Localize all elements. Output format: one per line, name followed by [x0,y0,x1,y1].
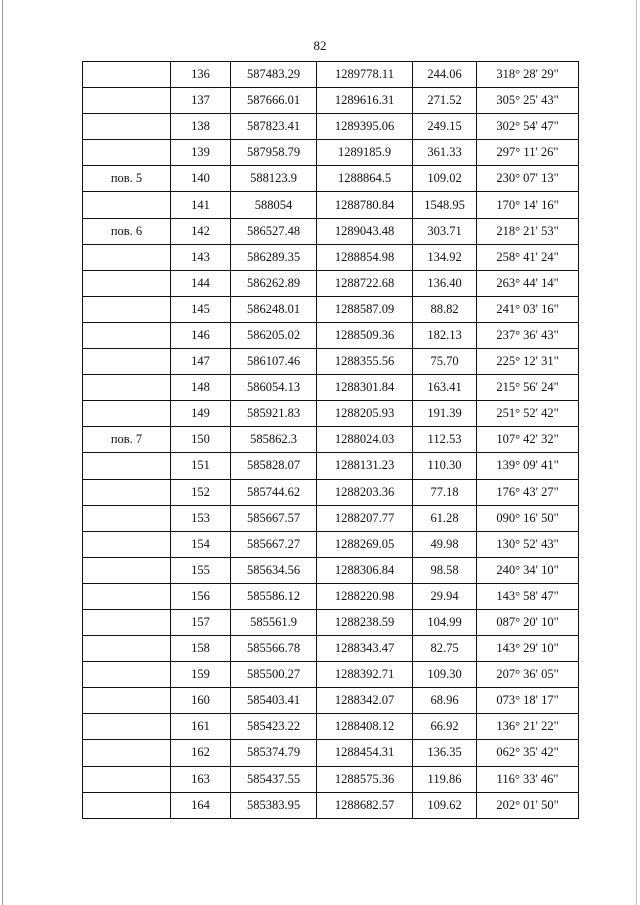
table-row [83,401,579,427]
x-coordinate-cell: 585500.27 [231,662,317,688]
x-coordinate-cell: 586262.89 [231,270,317,296]
x-coordinate-cell: 585828.07 [231,453,317,479]
x-coordinate-cell: 588054 [231,192,317,218]
x-coordinate-cell: 585586.12 [231,583,317,609]
point-number-cell: 152 [171,479,231,505]
direction-angle-cell: 258° 41' 24" [477,244,579,270]
y-coordinate-cell: 1288355.56 [317,349,413,375]
y-coordinate-cell: 1288780.84 [317,192,413,218]
y-coordinate-cell: 1288682.57 [317,792,413,818]
turn-label-cell [83,140,171,166]
direction-angle-cell: 087° 20' 10" [477,609,579,635]
turn-label-cell: пов. 5 [83,166,171,192]
y-coordinate-cell: 1288220.98 [317,583,413,609]
x-coordinate-cell: 585744.62 [231,479,317,505]
direction-angle-cell: 116° 33' 46" [477,766,579,792]
segment-length-cell: 182.13 [413,322,477,348]
direction-angle-cell: 318° 28' 29" [477,62,579,88]
table-row [83,192,579,218]
segment-length-cell: 361.33 [413,140,477,166]
x-coordinate-cell: 585921.83 [231,401,317,427]
point-number-cell: 156 [171,583,231,609]
turn-label-cell [83,636,171,662]
x-coordinate-cell: 588123.9 [231,166,317,192]
turn-label-cell [83,531,171,557]
turn-label-cell [83,766,171,792]
table-row [83,609,579,635]
turn-label-cell [83,270,171,296]
y-coordinate-cell: 1288238.59 [317,609,413,635]
x-coordinate-cell: 587666.01 [231,88,317,114]
turn-label-cell [83,62,171,88]
direction-angle-cell: 176° 43' 27" [477,479,579,505]
table-row [83,740,579,766]
direction-angle-cell: 207° 36' 05" [477,662,579,688]
y-coordinate-cell: 1288306.84 [317,557,413,583]
direction-angle-cell: 143° 29' 10" [477,636,579,662]
x-coordinate-cell: 586107.46 [231,349,317,375]
coordinates-table [82,61,579,819]
direction-angle-cell: 143° 58' 47" [477,583,579,609]
direction-angle-cell: 090° 16' 50" [477,505,579,531]
turn-label-cell [83,88,171,114]
point-number-cell: 139 [171,140,231,166]
segment-length-cell: 109.02 [413,166,477,192]
y-coordinate-cell: 1289778.11 [317,62,413,88]
segment-length-cell: 75.70 [413,349,477,375]
point-number-cell: 159 [171,662,231,688]
table-row [83,714,579,740]
y-coordinate-cell: 1288269.05 [317,531,413,557]
point-number-cell: 147 [171,349,231,375]
table-row [83,375,579,401]
y-coordinate-cell: 1288203.36 [317,479,413,505]
x-coordinate-cell: 585561.9 [231,609,317,635]
x-coordinate-cell: 585403.41 [231,688,317,714]
table-row [83,453,579,479]
segment-length-cell: 104.99 [413,609,477,635]
x-coordinate-cell: 586289.35 [231,244,317,270]
direction-angle-cell: 305° 25' 43" [477,88,579,114]
segment-length-cell: 303.71 [413,218,477,244]
point-number-cell: 154 [171,531,231,557]
turn-label-cell [83,662,171,688]
segment-length-cell: 77.18 [413,479,477,505]
y-coordinate-cell: 1288343.47 [317,636,413,662]
turn-label-cell [83,609,171,635]
y-coordinate-cell: 1288301.84 [317,375,413,401]
point-number-cell: 144 [171,270,231,296]
y-coordinate-cell: 1288454.31 [317,740,413,766]
y-coordinate-cell: 1288587.09 [317,296,413,322]
point-number-cell: 163 [171,766,231,792]
table-row [83,531,579,557]
direction-angle-cell: 136° 21' 22" [477,714,579,740]
table-row [83,557,579,583]
point-number-cell: 158 [171,636,231,662]
table-row [83,88,579,114]
direction-angle-cell: 225° 12' 31" [477,349,579,375]
table-row [83,322,579,348]
point-number-cell: 160 [171,688,231,714]
turn-label-cell [83,375,171,401]
turn-label-cell [83,557,171,583]
x-coordinate-cell: 585566.78 [231,636,317,662]
direction-angle-cell: 251° 52' 42" [477,401,579,427]
segment-length-cell: 61.28 [413,505,477,531]
y-coordinate-cell: 1288205.93 [317,401,413,427]
point-number-cell: 140 [171,166,231,192]
segment-length-cell: 134.92 [413,244,477,270]
turn-label-cell [83,349,171,375]
segment-length-cell: 112.53 [413,427,477,453]
turn-label-cell [83,322,171,348]
direction-angle-cell: 130° 52' 43" [477,531,579,557]
segment-length-cell: 98.58 [413,557,477,583]
page-number: 82 [313,38,327,53]
turn-label-cell [83,583,171,609]
segment-length-cell: 88.82 [413,296,477,322]
y-coordinate-cell: 1289395.06 [317,114,413,140]
direction-angle-cell: 263° 44' 14" [477,270,579,296]
direction-angle-cell: 170° 14' 16" [477,192,579,218]
x-coordinate-cell: 585423.22 [231,714,317,740]
x-coordinate-cell: 585667.27 [231,531,317,557]
y-coordinate-cell: 1288854.98 [317,244,413,270]
x-coordinate-cell: 586054.13 [231,375,317,401]
table-row [83,583,579,609]
table-row [83,427,579,453]
x-coordinate-cell: 586527.48 [231,218,317,244]
direction-angle-cell: 241° 03' 16" [477,296,579,322]
point-number-cell: 145 [171,296,231,322]
table-row [83,218,579,244]
table-row [83,505,579,531]
x-coordinate-cell: 585862.3 [231,427,317,453]
x-coordinate-cell: 587958.79 [231,140,317,166]
turn-label-cell [83,740,171,766]
segment-length-cell: 1548.95 [413,192,477,218]
turn-label-cell: пов. 6 [83,218,171,244]
segment-length-cell: 109.62 [413,792,477,818]
table-row [83,479,579,505]
table-row [83,296,579,322]
point-number-cell: 155 [171,557,231,583]
segment-length-cell: 68.96 [413,688,477,714]
point-number-cell: 153 [171,505,231,531]
direction-angle-cell: 139° 09' 41" [477,453,579,479]
x-coordinate-cell: 585667.57 [231,505,317,531]
page-edge-left [2,0,3,905]
segment-length-cell: 109.30 [413,662,477,688]
x-coordinate-cell: 585374.79 [231,740,317,766]
table-row [83,636,579,662]
point-number-cell: 149 [171,401,231,427]
turn-label-cell [83,714,171,740]
table-row [83,114,579,140]
coordinates-table-body [83,62,579,819]
turn-label-cell [83,479,171,505]
direction-angle-cell: 202° 01' 50" [477,792,579,818]
x-coordinate-cell: 586248.01 [231,296,317,322]
turn-label-cell [83,453,171,479]
direction-angle-cell: 073° 18' 17" [477,688,579,714]
point-number-cell: 142 [171,218,231,244]
segment-length-cell: 110.30 [413,453,477,479]
segment-length-cell: 191.39 [413,401,477,427]
point-number-cell: 136 [171,62,231,88]
point-number-cell: 150 [171,427,231,453]
segment-length-cell: 29.94 [413,583,477,609]
direction-angle-cell: 297° 11' 26" [477,140,579,166]
direction-angle-cell: 062° 35' 42" [477,740,579,766]
table-row [83,766,579,792]
point-number-cell: 157 [171,609,231,635]
turn-label-cell: пов. 7 [83,427,171,453]
y-coordinate-cell: 1288024.03 [317,427,413,453]
y-coordinate-cell: 1288575.36 [317,766,413,792]
direction-angle-cell: 302° 54' 47" [477,114,579,140]
y-coordinate-cell: 1289185.9 [317,140,413,166]
point-number-cell: 164 [171,792,231,818]
table-row [83,688,579,714]
segment-length-cell: 249.15 [413,114,477,140]
point-number-cell: 146 [171,322,231,348]
segment-length-cell: 49.98 [413,531,477,557]
page-edge-right [636,0,637,905]
segment-length-cell: 66.92 [413,714,477,740]
point-number-cell: 148 [171,375,231,401]
point-number-cell: 141 [171,192,231,218]
x-coordinate-cell: 586205.02 [231,322,317,348]
y-coordinate-cell: 1288864.5 [317,166,413,192]
x-coordinate-cell: 585383.95 [231,792,317,818]
table-row [83,662,579,688]
x-coordinate-cell: 585634.56 [231,557,317,583]
y-coordinate-cell: 1289043.48 [317,218,413,244]
turn-label-cell [83,244,171,270]
x-coordinate-cell: 585437.55 [231,766,317,792]
point-number-cell: 151 [171,453,231,479]
table-row [83,270,579,296]
point-number-cell: 137 [171,88,231,114]
direction-angle-cell: 240° 34' 10" [477,557,579,583]
x-coordinate-cell: 587483.29 [231,62,317,88]
point-number-cell: 138 [171,114,231,140]
y-coordinate-cell: 1288722.68 [317,270,413,296]
table-row [83,244,579,270]
y-coordinate-cell: 1288392.71 [317,662,413,688]
y-coordinate-cell: 1288408.12 [317,714,413,740]
turn-label-cell [83,296,171,322]
segment-length-cell: 163.41 [413,375,477,401]
direction-angle-cell: 215° 56' 24" [477,375,579,401]
table-row [83,62,579,88]
y-coordinate-cell: 1288509.36 [317,322,413,348]
table-row [83,792,579,818]
point-number-cell: 143 [171,244,231,270]
table-row [83,166,579,192]
direction-angle-cell: 107° 42' 32" [477,427,579,453]
turn-label-cell [83,401,171,427]
segment-length-cell: 244.06 [413,62,477,88]
x-coordinate-cell: 587823.41 [231,114,317,140]
y-coordinate-cell: 1289616.31 [317,88,413,114]
segment-length-cell: 271.52 [413,88,477,114]
direction-angle-cell: 237° 36' 43" [477,322,579,348]
turn-label-cell [83,192,171,218]
segment-length-cell: 82.75 [413,636,477,662]
point-number-cell: 162 [171,740,231,766]
segment-length-cell: 136.35 [413,740,477,766]
segment-length-cell: 136.40 [413,270,477,296]
turn-label-cell [83,792,171,818]
direction-angle-cell: 230° 07' 13" [477,166,579,192]
point-number-cell: 161 [171,714,231,740]
direction-angle-cell: 218° 21' 53" [477,218,579,244]
turn-label-cell [83,688,171,714]
turn-label-cell [83,505,171,531]
segment-length-cell: 119.86 [413,766,477,792]
table-row [83,140,579,166]
turn-label-cell [83,114,171,140]
y-coordinate-cell: 1288207.77 [317,505,413,531]
table-row [83,349,579,375]
y-coordinate-cell: 1288342.07 [317,688,413,714]
y-coordinate-cell: 1288131.23 [317,453,413,479]
